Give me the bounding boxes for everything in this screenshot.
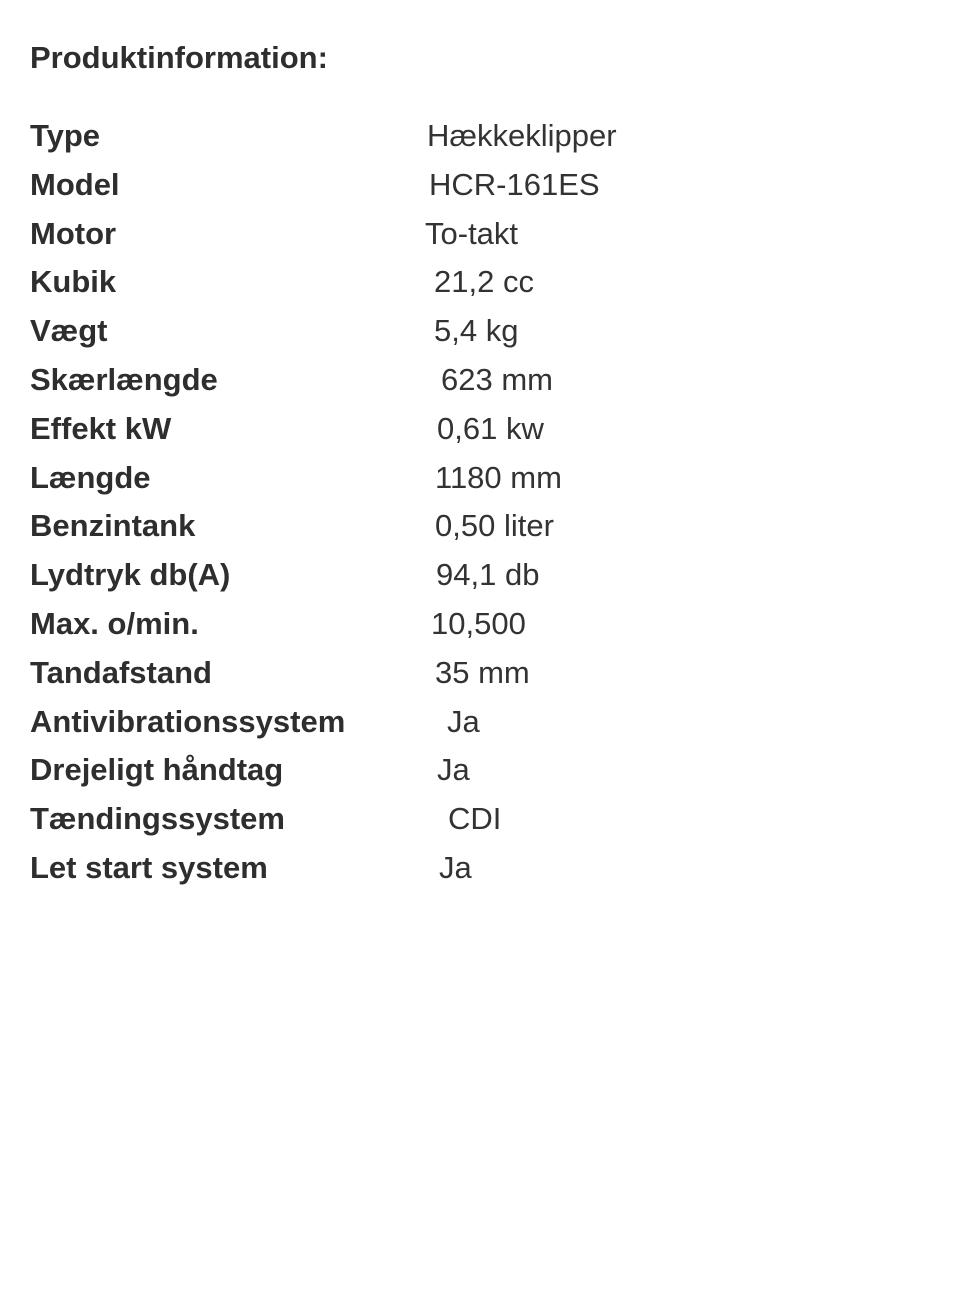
- spec-label: Max. o/min.: [30, 605, 199, 641]
- spec-row-effekt: [0, 405, 960, 454]
- spec-row-model: [0, 161, 960, 210]
- spec-row-kubik: [0, 258, 960, 307]
- spec-value: 10,500: [431, 605, 526, 641]
- spec-label: Drejeligt håndtag: [30, 752, 284, 788]
- spec-row-let-start: [0, 844, 960, 893]
- spec-label: Let start system: [30, 849, 268, 885]
- spec-value: 0,61 kw: [437, 410, 544, 446]
- spec-value: Hækkeklipper: [427, 118, 617, 153]
- spec-value: 35 mm: [435, 654, 530, 690]
- spec-value: 0,50 liter: [435, 508, 554, 544]
- spec-label: Tandafstand: [30, 654, 212, 690]
- spec-label: Længde: [30, 459, 151, 495]
- spec-label: Antivibrationssystem: [30, 703, 346, 739]
- spec-value: 5,4 kg: [434, 313, 519, 349]
- spec-label: Vægt: [30, 313, 108, 349]
- spec-value: Ja: [439, 849, 472, 885]
- spec-label: Model: [30, 166, 120, 202]
- page-title: Produktinformation:: [30, 40, 328, 75]
- spec-label: Lydtryk db(A): [30, 557, 231, 593]
- spec-row-skaerlaengde: [0, 356, 960, 405]
- spec-value: CDI: [448, 801, 502, 837]
- spec-row-type: [0, 112, 960, 161]
- spec-label: Tændingssystem: [30, 801, 285, 837]
- spec-label: Motor: [30, 215, 117, 251]
- spec-row-drejeligt-haandtag: [0, 746, 960, 795]
- spec-value: 1180 mm: [435, 459, 562, 495]
- spec-value: 94,1 db: [436, 557, 540, 593]
- spec-value: 21,2 cc: [434, 264, 534, 300]
- spec-row-vaegt: [0, 307, 960, 356]
- spec-value: To-takt: [425, 215, 519, 251]
- spec-list: [0, 112, 960, 893]
- spec-value: Ja: [447, 703, 480, 739]
- spec-value: 623 mm: [441, 361, 553, 397]
- spec-label: Kubik: [30, 264, 117, 300]
- spec-value: Ja: [437, 752, 470, 788]
- spec-row-laengde: [0, 454, 960, 503]
- spec-row-taendingssystem: [0, 795, 960, 844]
- spec-label: Effekt kW: [30, 410, 172, 446]
- spec-row-max-omin: [0, 600, 960, 649]
- spec-row-motor: [0, 210, 960, 259]
- spec-label: Type: [30, 118, 101, 153]
- spec-value: HCR-161ES: [429, 166, 600, 202]
- spec-row-tandafstand: [0, 649, 960, 698]
- spec-label: Skærlængde: [30, 361, 218, 397]
- spec-label: Benzintank: [30, 508, 196, 544]
- spec-row-benzintank: [0, 502, 960, 551]
- spec-row-antivibration: [0, 698, 960, 747]
- spec-row-lydtryk: [0, 551, 960, 600]
